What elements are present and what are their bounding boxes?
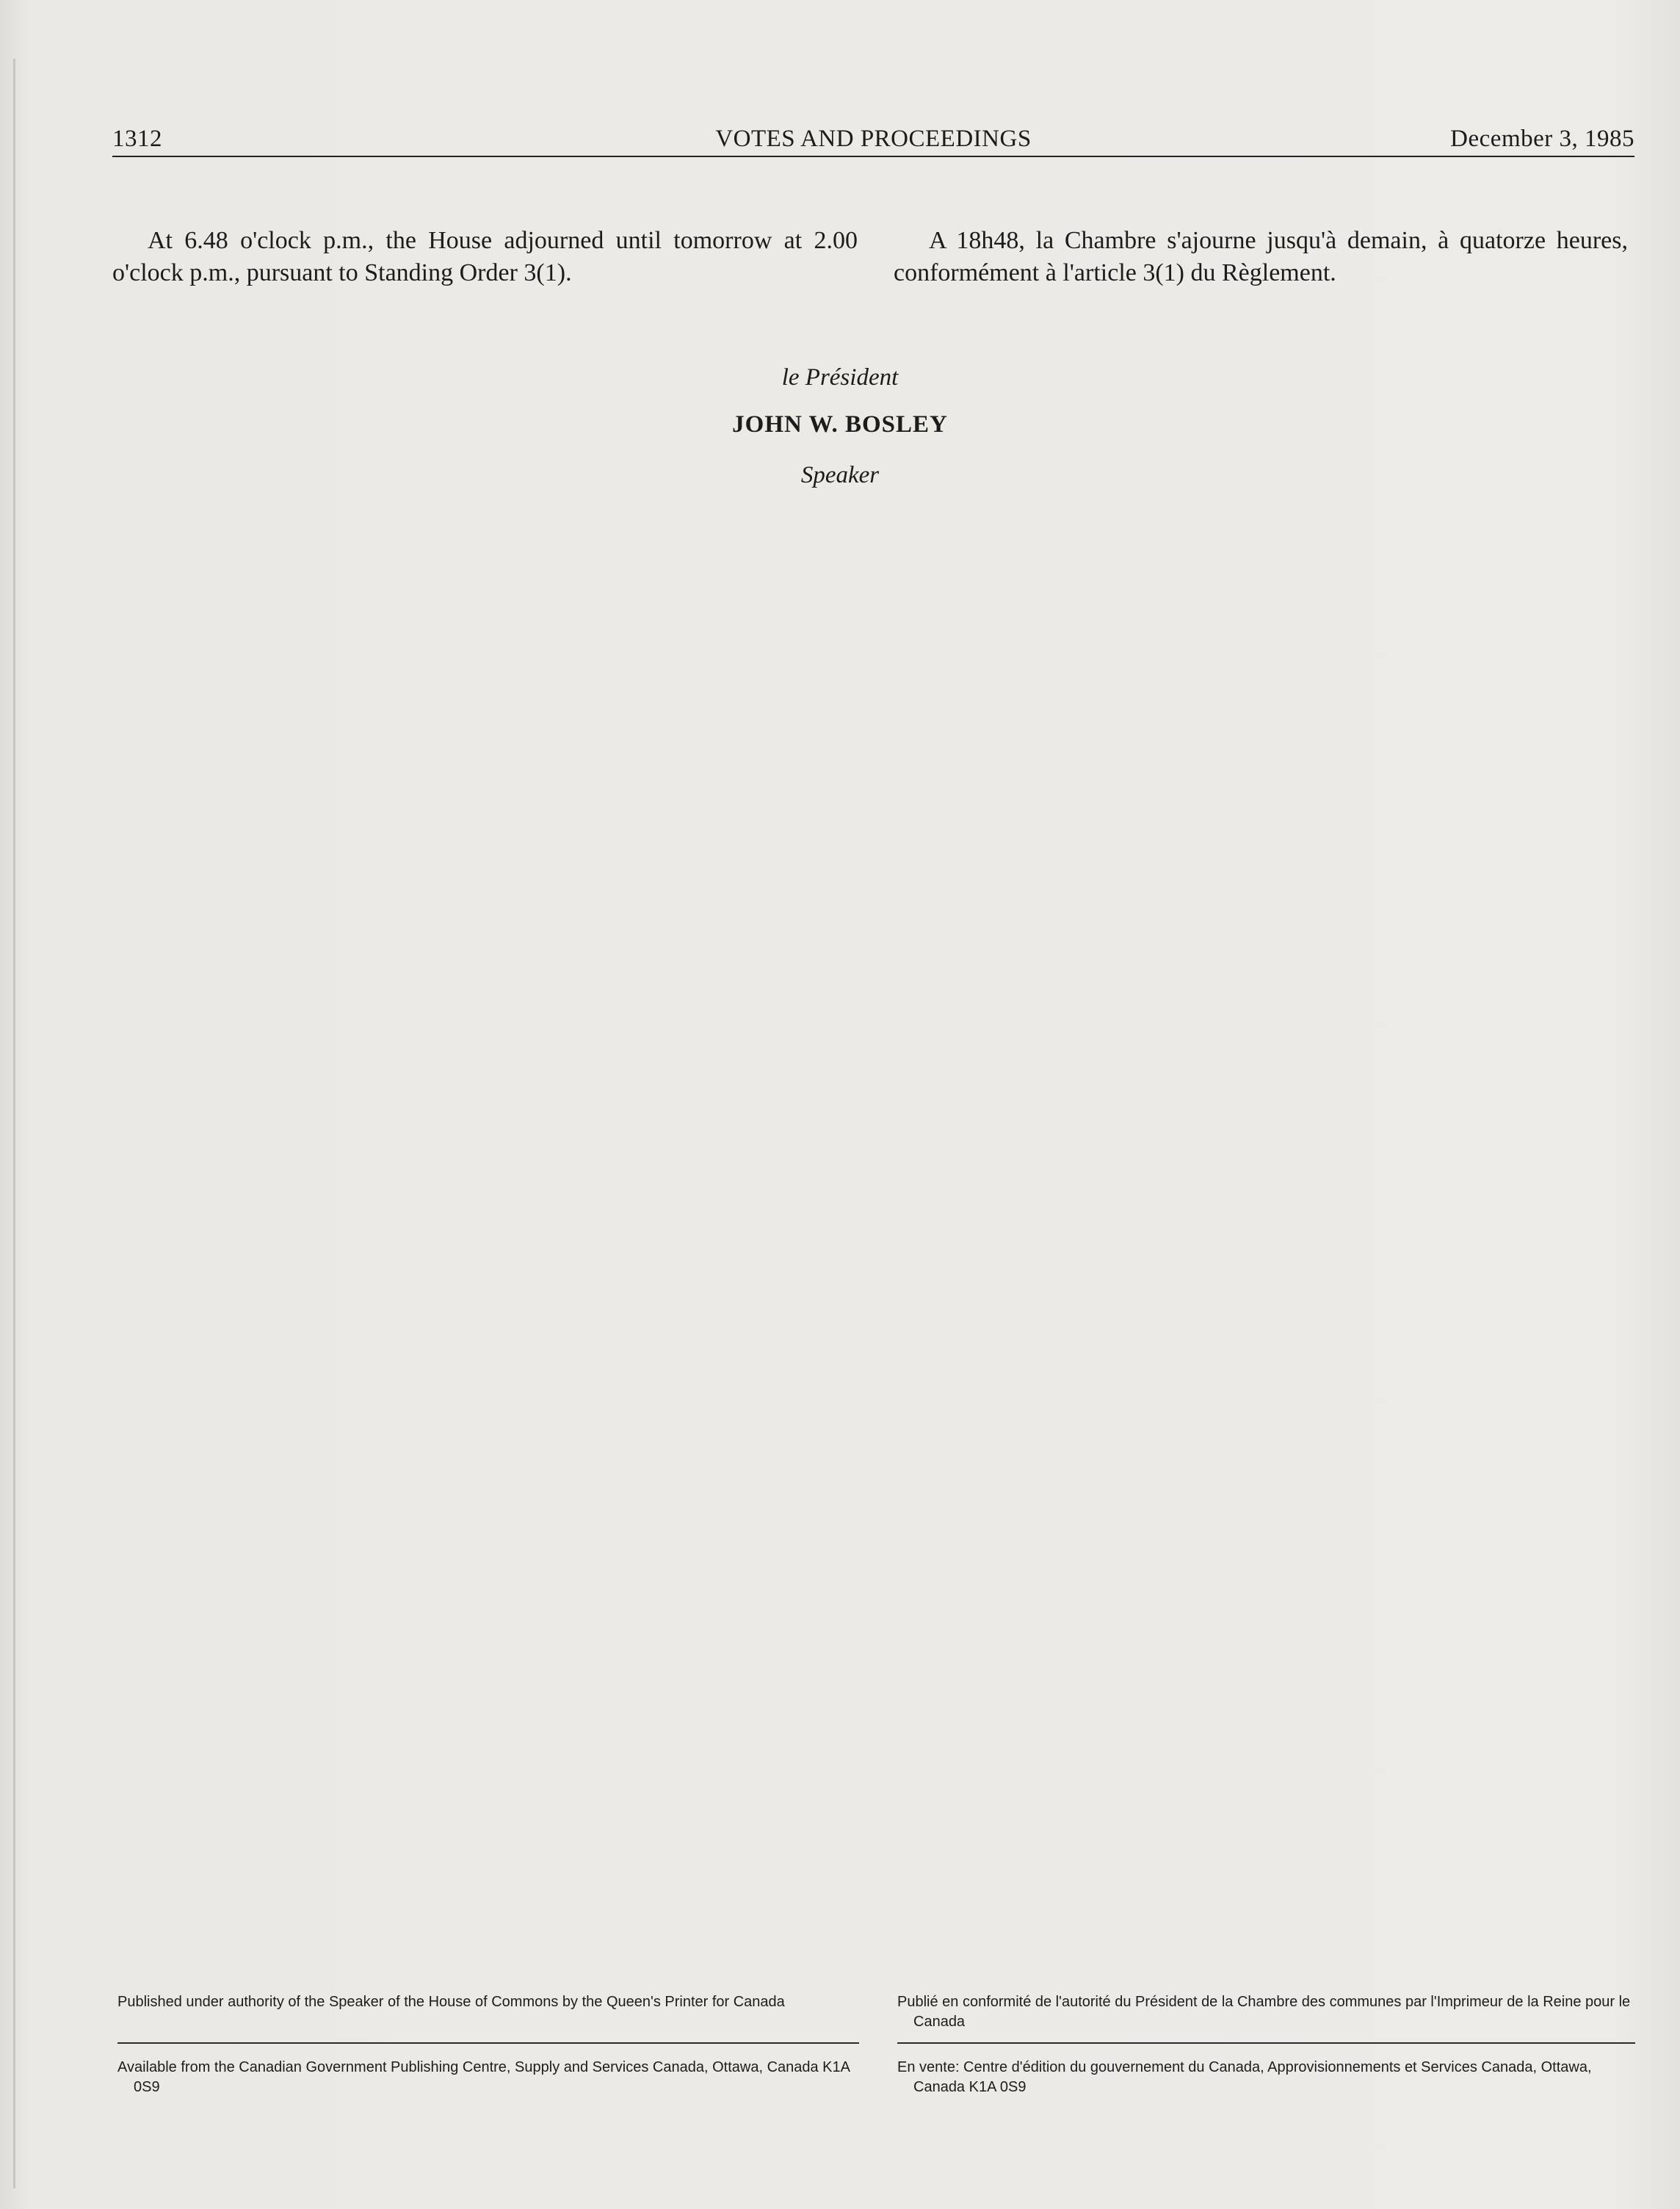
availability-note-fr [897, 2058, 1635, 2097]
adjournment-paragraph-en: At 6.48 o'clock p.m., the House adjourned until tomorrow at 2.00 o'clock p.m., pursuant to Standing Order 3(1). [112, 227, 858, 286]
sitting-date: December 3, 1985 [1450, 126, 1634, 152]
signature-name: JOHN W. BOSLEY [732, 411, 948, 438]
availability-note-fr-text: En vente: Centre d'édition du gouvernement du Canada, Approvisionnements et Services Canada, Ottawa, Canada K1A 0S9 [897, 2059, 1592, 2095]
availability-note-en [117, 2058, 859, 2097]
signature-title-en: Speaker [800, 462, 880, 488]
signature-title-fr: le Président [781, 364, 899, 391]
english-column [112, 225, 858, 289]
publisher-note-en [117, 1992, 859, 2012]
french-column [894, 225, 1628, 289]
availability-note-en-text: Available from the Canadian Government Publishing Centre, Supply and Services Canada, Ottawa, Canada K1A 0S9 [117, 2059, 850, 2095]
publisher-note-fr-text: Publié en conformité de l'autorité du Président de la Chambre des communes par l'Imprimeur de la Reine pour le Canada [897, 1994, 1631, 2030]
publisher-note-en-text: Published under authority of the Speaker of the House of Commons by the Queen's Printer for Canada [117, 1994, 785, 2010]
running-title: VOTES AND PROCEEDINGS [715, 126, 1032, 152]
page-number: 1312 [112, 126, 162, 152]
footer-rule-left [117, 2042, 859, 2044]
adjournment-paragraph-fr: A 18h48, la Chambre s'ajourne jusqu'à demain, à quatorze heures, conformément à l'article 3(1) du Règlement. [894, 227, 1628, 286]
header-rule [112, 156, 1634, 157]
publisher-note-fr [897, 1992, 1635, 2032]
running-header [112, 121, 1634, 156]
footer-rule-right [897, 2042, 1635, 2044]
